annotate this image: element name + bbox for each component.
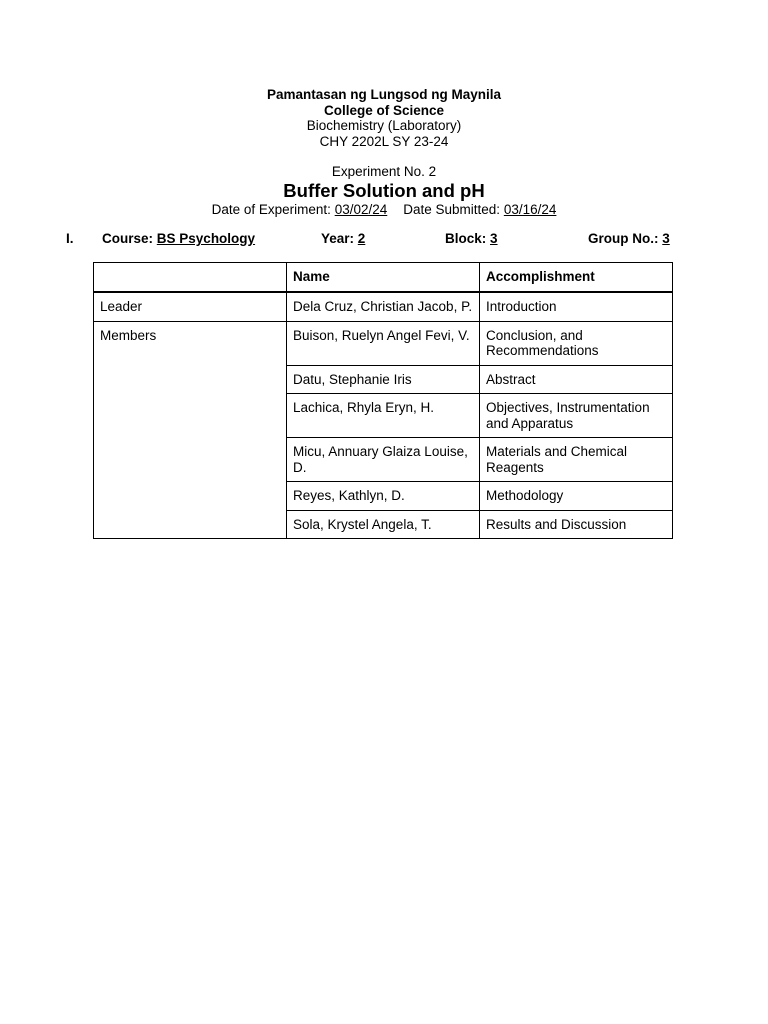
group-label: Group No.: [588,231,659,246]
year-value: 2 [357,231,366,246]
member-name: Micu, Annuary Glaiza Louise, D. [287,438,480,482]
date-line [0,202,768,218]
course-info [102,231,255,246]
year-info [321,231,365,246]
role-members: Members [94,321,287,539]
member-name: Lachica, Rhyla Eryn, H. [287,394,480,438]
subject-name: Biochemistry (Laboratory) [306,118,462,133]
date-experiment-label: Date of Experiment: [211,201,331,217]
header-role [94,263,287,293]
experiment-number: Experiment No. 2 [331,164,437,179]
header-accomplishment: Accomplishment [480,263,673,293]
member-task: Results and Discussion [480,510,673,539]
header-name: Name [287,263,480,293]
block-value: 3 [490,231,498,246]
table-row [94,321,673,365]
member-name: Reyes, Kathlyn, D. [287,482,480,511]
course-label: Course: [102,231,154,246]
member-name: Buison, Ruelyn Angel Fevi, V. [287,321,480,365]
section-numeral: I. [66,231,74,246]
members-table [93,262,673,539]
member-task: Methodology [480,482,673,511]
member-name: Dela Cruz, Christian Jacob, P. [287,292,480,321]
member-task: Introduction [480,292,673,321]
course-value: BS Psychology [156,231,256,246]
member-task: Abstract [480,365,673,394]
group-info [588,231,670,246]
date-experiment-value: 03/02/24 [334,201,388,217]
block-info [445,231,498,246]
member-task: Conclusion, and Recommendations [480,321,673,365]
member-name: Datu, Stephanie Iris [287,365,480,394]
member-name: Sola, Krystel Angela, T. [287,510,480,539]
course-code: CHY 2202L SY 23-24 [319,133,449,149]
block-label: Block: [445,231,487,246]
date-submitted-value: 03/16/24 [503,201,557,217]
table-header-row [94,263,673,293]
group-value: 3 [662,231,670,246]
member-task: Materials and Chemical Reagents [480,438,673,482]
date-submitted-label: Date Submitted: [403,201,501,217]
document-header [0,87,768,218]
experiment-title: Buffer Solution and pH [283,179,485,201]
member-task: Objectives, Instrumentation and Apparatus [480,394,673,438]
year-label: Year: [321,231,355,246]
role-leader: Leader [94,292,287,321]
group-info-row [0,231,768,249]
college-name: College of Science [323,102,445,118]
table-row [94,292,673,321]
university-name: Pamantasan ng Lungsod ng Maynila [266,87,502,102]
